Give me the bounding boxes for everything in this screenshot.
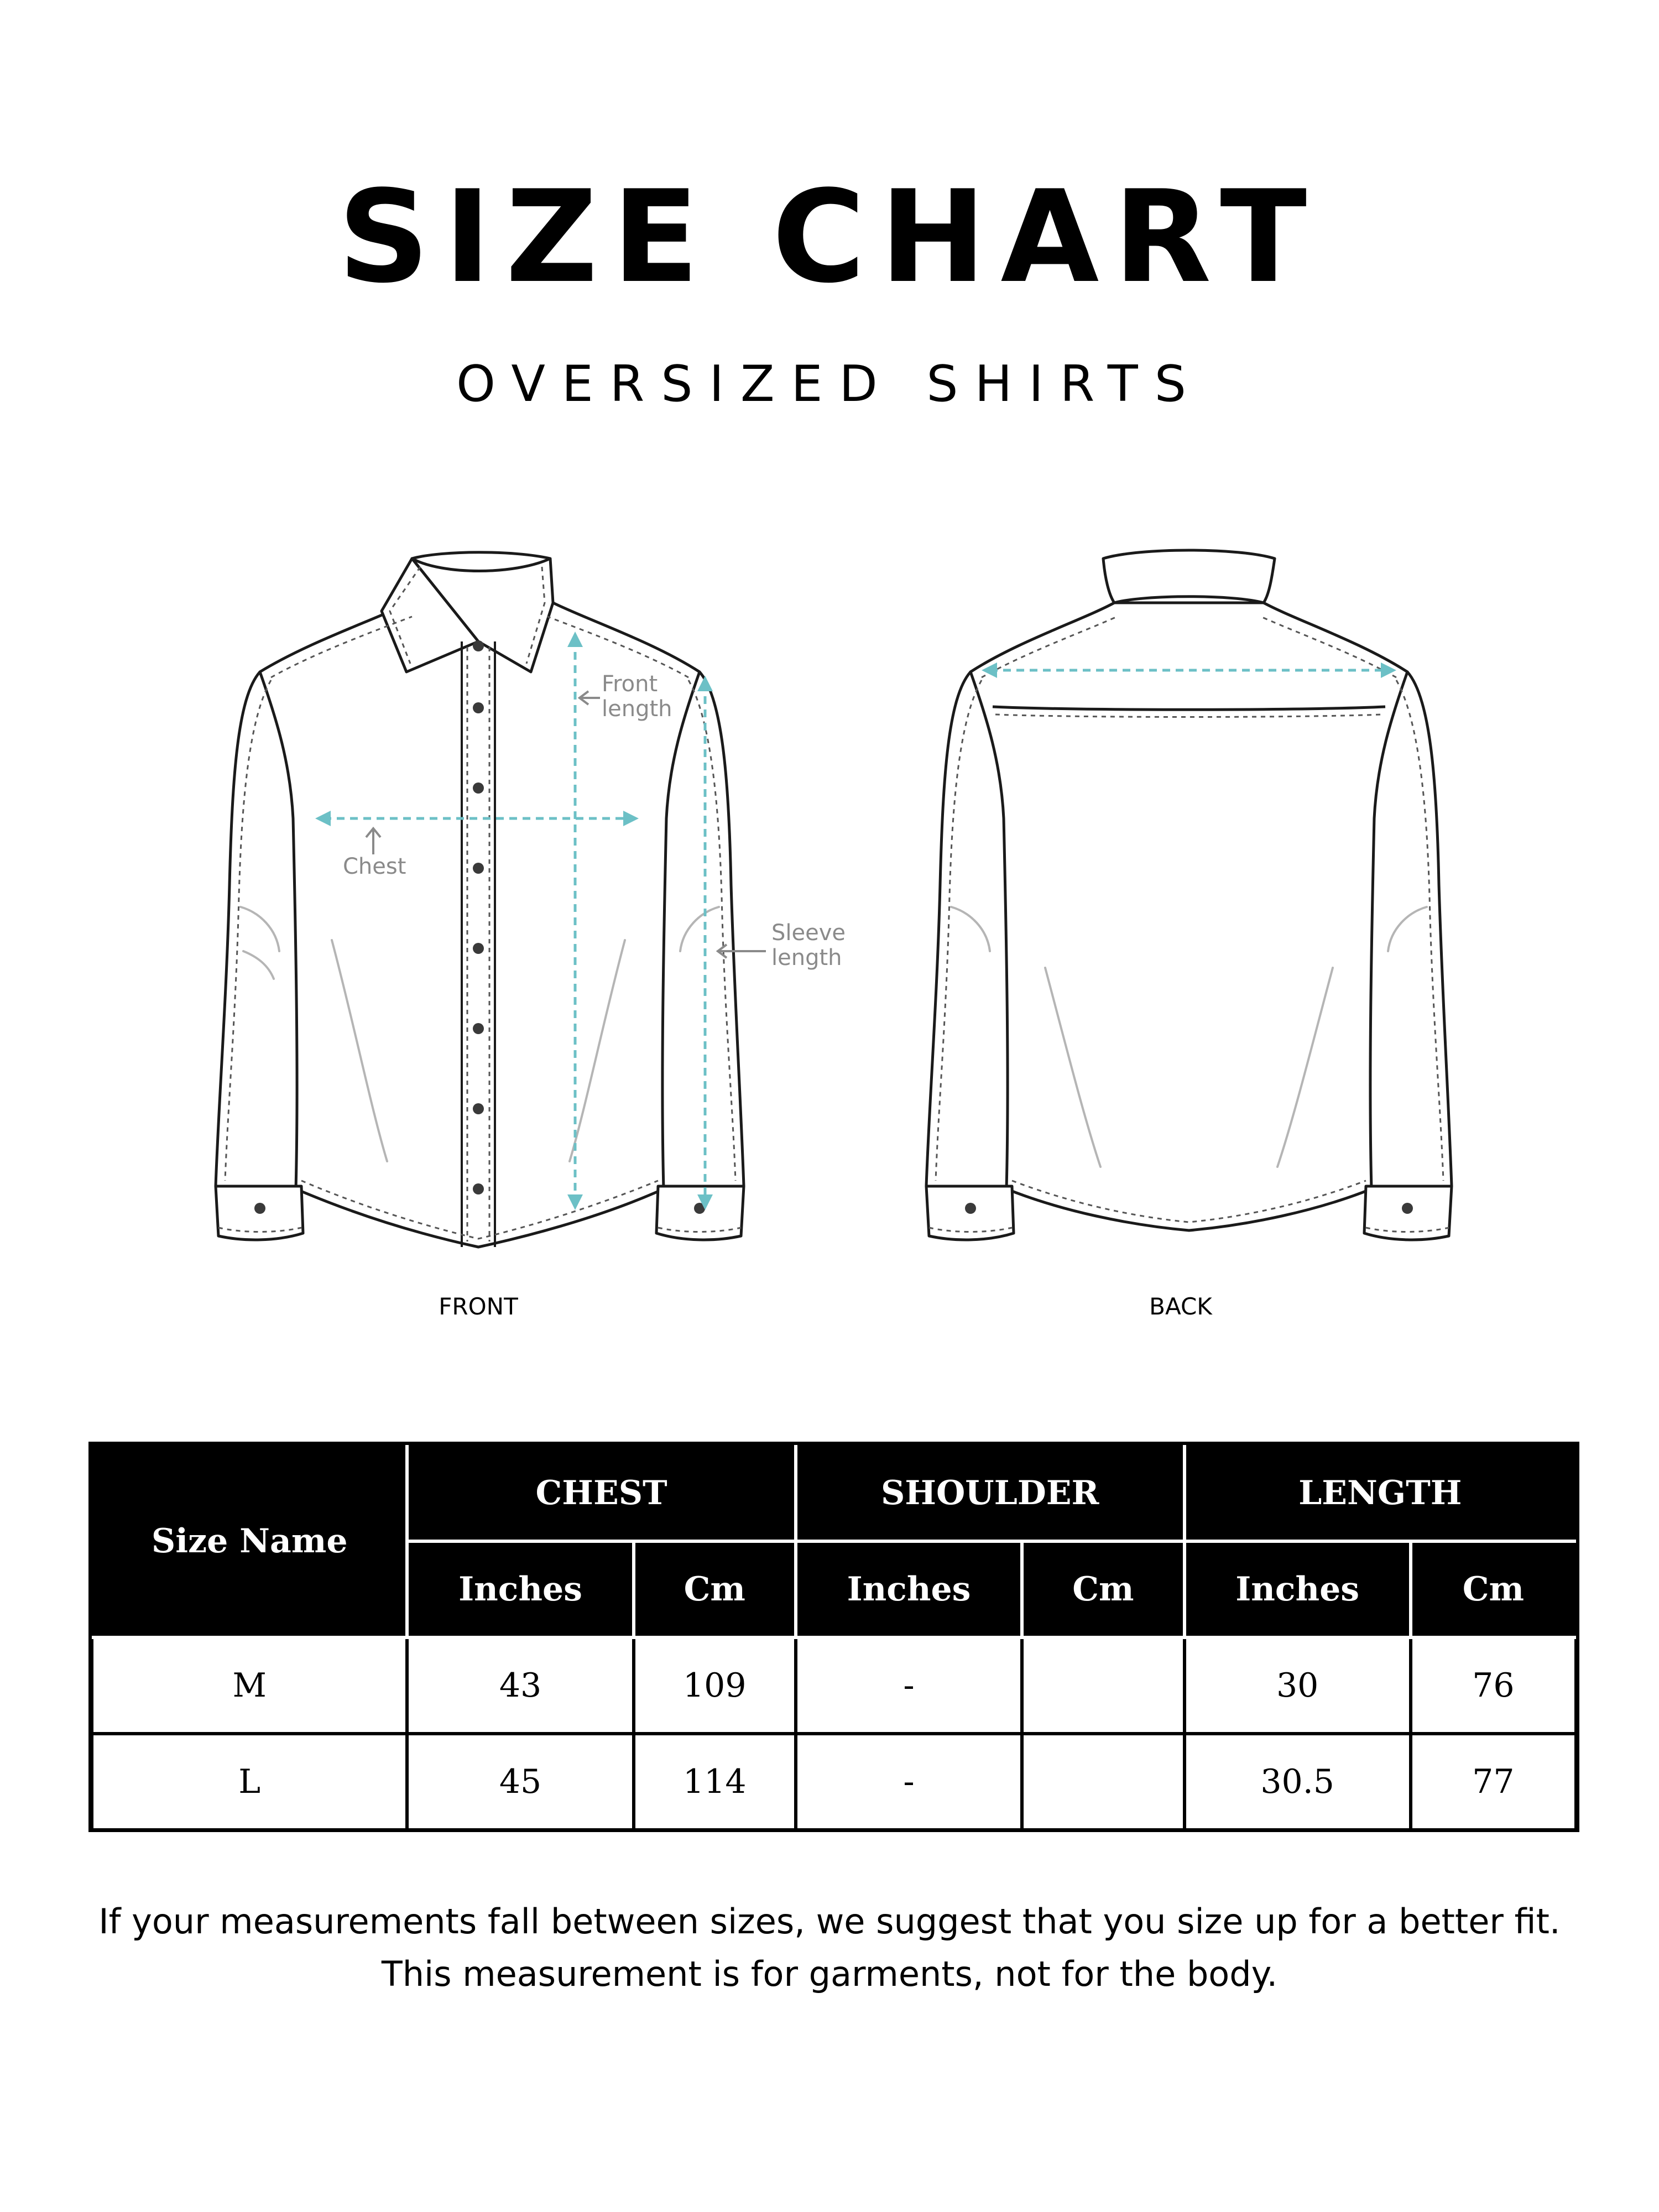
table-cell: 45 bbox=[407, 1734, 633, 1830]
size-cell: L bbox=[92, 1734, 407, 1830]
page-subtitle: OVERSIZED SHIRTS bbox=[456, 355, 1203, 413]
table-cell: 114 bbox=[634, 1734, 796, 1830]
table-cell bbox=[1022, 1734, 1184, 1830]
sleeve-length-label-line1: Sleeve bbox=[771, 920, 846, 946]
front-shirt-illustration bbox=[216, 552, 744, 1247]
table-cell bbox=[1022, 1637, 1184, 1734]
table-cell: 30 bbox=[1185, 1637, 1411, 1734]
back-shirt-illustration bbox=[926, 550, 1452, 1240]
front-view-label: FRONT bbox=[439, 1293, 518, 1320]
fit-note: If your measurements fall between sizes, we suggest that you size up for a better fit. bbox=[98, 1901, 1561, 1942]
size-table bbox=[90, 1443, 1578, 1832]
table-cell: 76 bbox=[1411, 1637, 1576, 1734]
size-cell: M bbox=[92, 1637, 407, 1734]
front-length-label-line1: Front bbox=[602, 671, 658, 697]
table-cell: 109 bbox=[634, 1637, 796, 1734]
unit-header: Inches bbox=[1185, 1541, 1411, 1637]
size-name-header: Size Name bbox=[92, 1445, 407, 1637]
length-header: LENGTH bbox=[1185, 1445, 1576, 1541]
shirt-diagram bbox=[0, 514, 1659, 1344]
chest-header: CHEST bbox=[407, 1445, 795, 1541]
table-cell: 43 bbox=[407, 1637, 633, 1734]
measurement-note: This measurement is for garments, not for the body. bbox=[381, 1954, 1278, 1994]
unit-header: Cm bbox=[1022, 1541, 1184, 1637]
front-length-label-line2: length bbox=[602, 696, 672, 722]
table-row bbox=[92, 1637, 1576, 1734]
unit-header: Inches bbox=[796, 1541, 1022, 1637]
table-cell: - bbox=[796, 1734, 1022, 1830]
back-view-label: BACK bbox=[1149, 1293, 1212, 1320]
shoulder-header: SHOULDER bbox=[796, 1445, 1185, 1541]
chest-label: Chest bbox=[343, 854, 406, 879]
unit-header: Cm bbox=[1411, 1541, 1576, 1637]
page-title: SIZE CHART bbox=[337, 164, 1322, 311]
sleeve-length-label-line2: length bbox=[771, 945, 842, 971]
table-cell: 30.5 bbox=[1185, 1734, 1411, 1830]
unit-header: Cm bbox=[634, 1541, 796, 1637]
table-cell: - bbox=[796, 1637, 1022, 1734]
unit-header: Inches bbox=[407, 1541, 633, 1637]
table-row bbox=[92, 1734, 1576, 1830]
table-cell: 77 bbox=[1411, 1734, 1576, 1830]
